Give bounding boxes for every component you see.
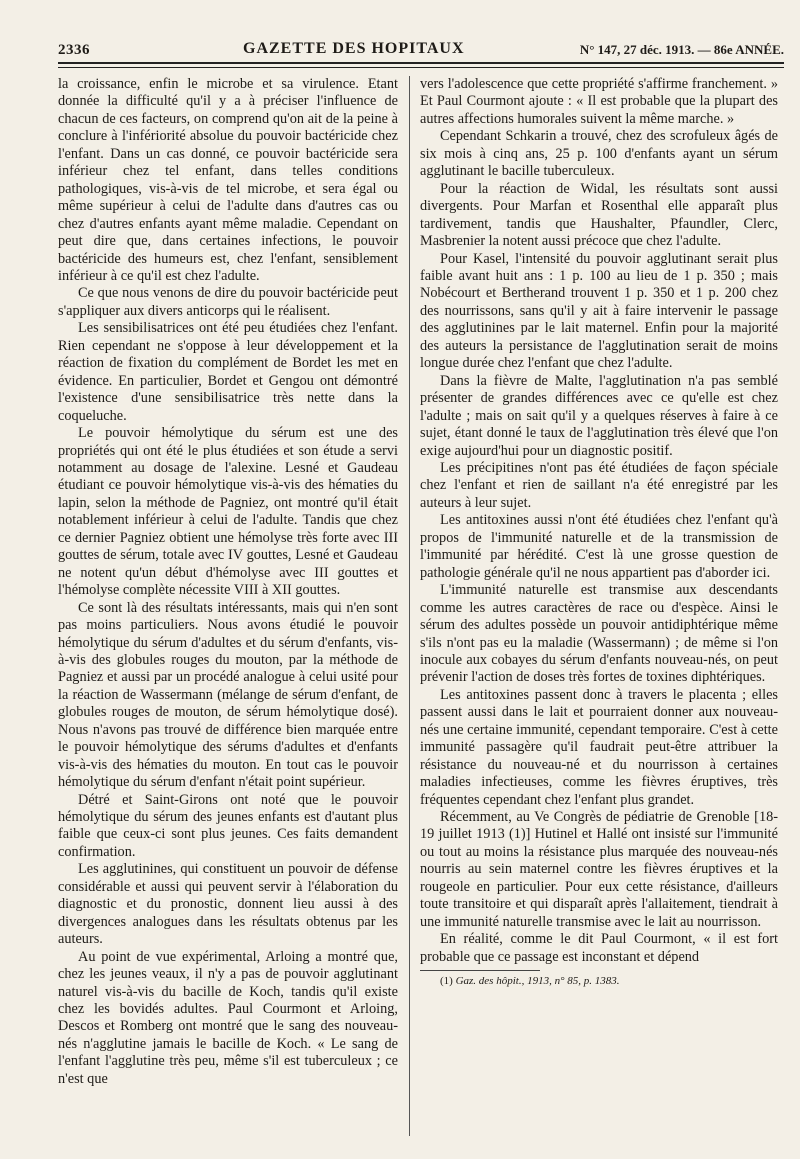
paragraph: Les antitoxines passent donc à travers le placenta ; elles passent aussi dans le lait et pourraient donner aux nouveau-nés une certaine immunité, cependant temporaire. C'est à cette immunité passagère qu'il faudrait peut-être attribuer la résistance du nouveau-né et du nourrisson à certaines maladies infectieuses, comme les fièvres éruptives, très fréquentes cependant chez l'enfant plus grandet. <box>420 686 778 808</box>
paragraph: Au point de vue expérimental, Arloing a montré que, chez les jeunes veaux, il n'y a pas de pouvoir agglutinant naturel vis-à-vis du bacille de Koch, tandis qu'il existe chez les bovidés adultes. Paul Courmont et Arloing, Descos et Romberg ont montré que le sang des nouveau-nés n'agglutine jamais le bacille de Koch. « Le sang de l'enfant l'agglutine très peu, même s'il est tuberculeux ; ce n'est que <box>58 948 398 1087</box>
journal-title: GAZETTE DES HOPITAUX <box>243 40 465 57</box>
paragraph: vers l'adolescence que cette propriété s'affirme franchement. » Et Paul Courmont ajoute : « Il est probable que la plupart des autres affections humorales suivent la même marche. » <box>420 76 778 127</box>
paragraph: Récemment, au Ve Congrès de pédiatrie de Grenoble [18-19 juillet 1913 (1)] Hutinel et Hallé ont insisté sur l'immunité ou tout au moins la résistance plus marquée des nouveau-nés nourris au sein maternel contre les fièvres éruptives et la rougeole en particulier. Pour eux cette résistance, d'ailleurs toute transitoire et qui disparaît après l'allaitement, tiendrait à une immunité naturelle transmise avec le lait au nourrisson. <box>420 809 778 930</box>
paragraph: L'immunité naturelle est transmise aux descendants comme les autres caractères de race ou d'espèce. Ainsi le sérum des adultes possède un pouvoir antidiphtérique même s'ils n'ont pas eu la maladie (Wassermann) ; de même si l'on inocule aux cobayes du sérum d'enfants nouveau-nés, on peut prévenir l'action de doses très fortes de toxines diphtériques. <box>420 582 778 686</box>
paragraph: Le pouvoir hémolytique du sérum est une des propriétés qui ont été le plus étudiées et son étude a servi notamment au dosage de l'alexine. Lesné et Gaudeau étudiant ce pouvoir hémolytique vis-à-vis des hématies du lapin, selon la méthode de Pagniez, ont montré qu'il était notablement inférieur à celui de l'adulte. Tandis que chez ce dernier Pagniez obtient une hémolyse très forte avec III gouttes de sérum, totale avec IV gouttes, Lesné et Gaudeau ne notent qu'un début d'hémolyse avec III gouttes et l'hémolyse complète nécessite VIII à XII gouttes. <box>58 425 398 599</box>
page-number: 2336 <box>58 42 90 58</box>
footnote <box>420 974 778 988</box>
paragraph: la croissance, enfin le microbe et sa virulence. Etant donnée la difficulté qu'il y a à préciser l'influence de chacun de ces facteurs, on comprend qu'on ait de la peine à conclure à l'infériorité absolue du pouvoir bactéricide chez l'enfant. Dans un cas donné, ce pouvoir bactéricide sera inférieur chez tel enfant, dans telles conditions pathologiques, vis-à-vis de tel microbe, et sera égal ou même supérieur à celui de l'adulte dans d'autres cas ou chez d'autres enfants ayant même maladie. Cependant on peut dire que, dans certaines infections, le pouvoir bactéricide des humeurs est, chez l'enfant, sensiblement inférieur à ce qu'il est chez l'adulte. <box>58 76 398 284</box>
paragraph: Les agglutinines, qui constituent un pouvoir de défense considérable et aussi qui peuvent servir à l'élaboration du diagnostic et du pronostic, donnent lieu aussi à des divergences analogues dans les résultats obtenus par les auteurs. <box>58 861 398 948</box>
paragraph: Ce sont là des résultats intéressants, mais qui n'en sont pas moins particuliers. Nous avons étudié le pouvoir hémolytique du sérum d'adultes et du sérum d'enfants, vis-à-vis des globules rouges du mouton, par la méthode de Pagniez et aussi par un procédé analogue à celui usité pour la réaction de Wassermann (mélange de sérum d'enfant, de globules rouges de mouton, de sérum hémolytique dosé). Nous n'avons pas trouvé de différence bien marquée entre le pouvoir hémolytique des sérums d'adultes et d'enfants vis-à-vis des hématies du mouton. En tout cas le pouvoir hémolytique du sérum d'enfant n'était point supérieur. <box>58 599 398 791</box>
paragraph: Ce que nous venons de dire du pouvoir bactéricide peut s'appliquer aux divers anticorps qui le réalisent. <box>58 285 398 319</box>
paragraph: Dans la fièvre de Malte, l'agglutination n'a pas semblé présenter de grandes différences avec ce qu'elle est chez l'adulte ; mais on sait qu'il y a quelques réserves à faire à ce sujet, étant donné le taux de l'agglutination très élevé que l'on exige aujourd'hui pour un diagnostic positif. <box>420 372 778 459</box>
paragraph: Pour Kasel, l'intensité du pouvoir agglutinant serait plus faible avant huit ans : 1 p. 100 au lieu de 1 p. 350 ; mais Nobécourt et Bertherand trouvent 1 p. 350 et 1 p. 200 chez des nourrissons, sans qu'il y ait à faire intervenir le passage des agglutinines par le lait maternel. Enfin pour la majorité des auteurs la persistance de l'agglutination serait de moins longue durée chez l'enfant que chez l'adulte. <box>420 250 778 372</box>
paragraph: Les antitoxines aussi n'ont été étudiées chez l'enfant qu'à propos de l'immunité naturelle et de la transmission de l'immunité par hérédité. C'est là une grosse question de pathologie générale qu'il ne nous appartient pas d'aborder ici. <box>420 512 778 581</box>
right-column <box>420 76 778 988</box>
footnote-marker: (1) <box>440 975 453 988</box>
paragraph: Cependant Schkarin a trouvé, chez des scrofuleux âgés de six mois à cinq ans, 25 p. 100 d'enfants ayant un sérum agglutinant le bacille tuberculeux. <box>420 128 778 180</box>
header-rule <box>58 62 784 68</box>
issue-info: N° 147, 27 déc. 1913. — 86e ANNÉE. <box>579 42 784 57</box>
column-divider <box>409 76 410 1136</box>
paragraph: Détré et Saint-Girons ont noté que le pouvoir hémolytique du sérum des jeunes enfants est d'autant plus faible que ceux-ci sont plus jeunes. Ces faits demandent confirmation. <box>58 791 398 860</box>
left-column <box>58 76 398 1088</box>
paragraph: Pour la réaction de Widal, les résultats sont aussi divergents. Pour Marfan et Rosenthal elle apparaît plus tardivement, tandis que Haushalter, Pfaundler, Clerc, Masbrenier la notent aussi précoce que chez l'adulte. <box>420 180 778 250</box>
footnote-rule <box>420 970 540 971</box>
footnote-text: Gaz. des hôpit., 1913, n° 85, p. 1383. <box>455 975 620 988</box>
paragraph: Les précipitines n'ont pas été étudiées de façon spéciale chez l'enfant et rien de saillant n'a été enregistré par les auteurs à leur sujet. <box>420 459 778 511</box>
paragraph: Les sensibilisatrices ont été peu étudiées chez l'enfant. Rien cependant ne s'oppose à leur développement et la réaction de fixation du complément de Bordet les met en évidence. En particulier, Bordet et Gengou ont démontré l'existence d'une sensibilisatrice très nette dans la coqueluche. <box>58 320 398 424</box>
paragraph: En réalité, comme le dit Paul Courmont, « il est fort probable que ce passage est inconstant et dépend <box>420 931 778 965</box>
